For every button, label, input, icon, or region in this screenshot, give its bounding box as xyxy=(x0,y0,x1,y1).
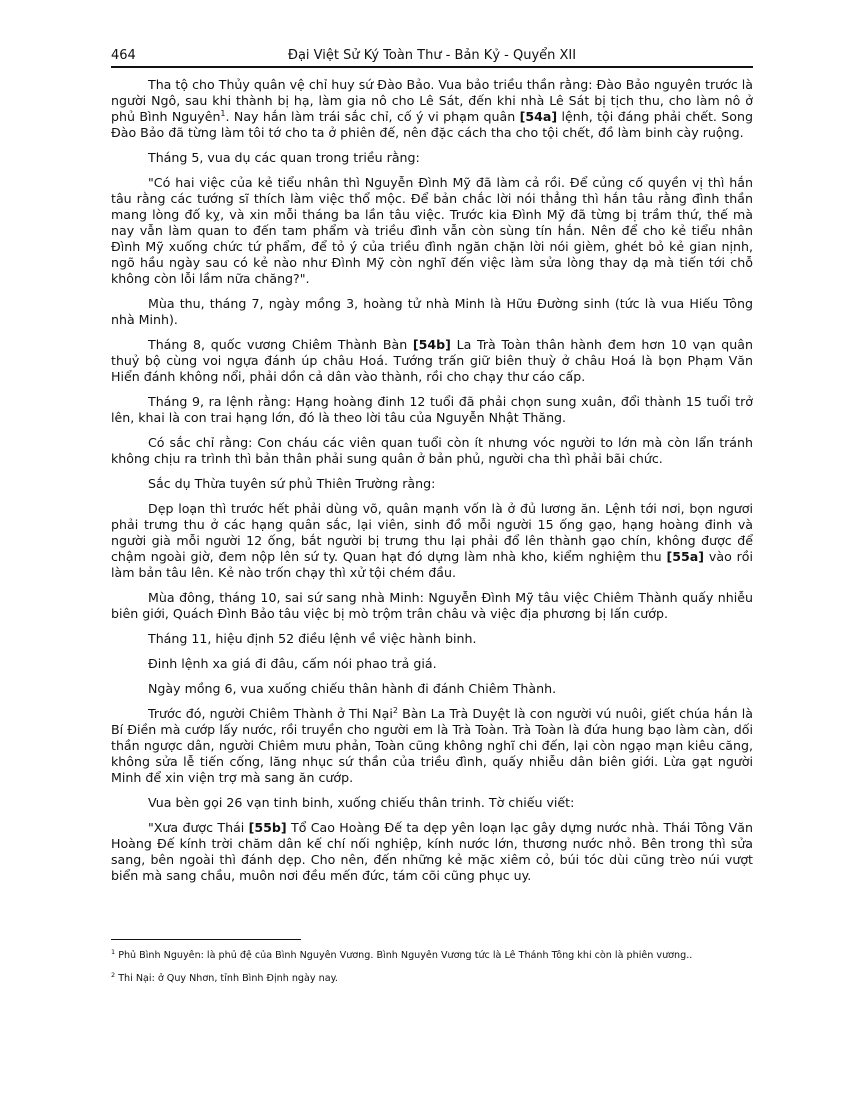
paragraph xyxy=(111,150,753,166)
paragraph xyxy=(111,681,753,697)
folio-marker: [55b] xyxy=(248,820,287,835)
paragraph-text: Dẹp loạn thì trước hết phải dùng võ, quân mạnh vốn là ở đủ lương ăn. Lệnh tới nơi, bọn ngươi phải trưng thu ở các hạng quân sắc, lại viên, sinh đồ mỗi người 15 ống gạo, hạng hoàng đinh và người già mỗi người 12 ống, bắt người bị trưng thu lại phải đổ lên thành gạo chín, không được để chậm ngoài giờ, đem nộp lên sứ ty. Quan hạt đó dựng làm nhà kho, kiểm nghiệm thu xyxy=(111,501,753,564)
footnote xyxy=(111,972,753,986)
folio-marker: [55a] xyxy=(666,549,705,564)
paragraph xyxy=(111,590,753,622)
footnote-number: 1 xyxy=(111,947,116,956)
paragraph xyxy=(111,175,753,287)
paragraph-text: vào rồi làm bản tâu lên. Kẻ nào trốn chạy thì xử tội chém đầu. xyxy=(111,549,753,580)
footnote-divider xyxy=(111,939,301,940)
running-title: Đại Việt Sử Ký Toàn Thư - Bản Kỷ - Quyển XII xyxy=(287,48,577,63)
paragraph xyxy=(111,394,753,426)
footnote-ref: 2 xyxy=(392,705,398,715)
paragraph-text: Trước đó, người Chiêm Thành ở Thi Nại xyxy=(148,706,393,721)
paragraph-text: Mùa đông, tháng 10, sai sứ sang nhà Minh: Nguyễn Đình Mỹ tâu việc Chiêm Thành quấy nhiễu biên giới, Quách Đình Bảo tâu việc bị mò trộm trân châu và việc địa phương bị lấn cướp. xyxy=(111,590,753,621)
folio-marker: [54b] xyxy=(412,337,451,352)
footnote-text: Thi Nại: ở Quy Nhơn, tỉnh Bình Định ngày nay. xyxy=(115,973,338,984)
paragraph xyxy=(111,296,753,328)
paragraph-text: Tháng 8, quốc vương Chiêm Thành Bàn xyxy=(148,337,413,352)
paragraph-text: Ngày mồng 6, vua xuống chiếu thân hành đi đánh Chiêm Thành. xyxy=(148,681,557,696)
folio-marker: [54a] xyxy=(519,109,558,124)
paragraph-text: La Trà Toàn thân hành đem hơn 10 vạn quân thuỷ bộ cùng voi ngựa đánh úp châu Hoá. Tướng trấn giữ biên thuỳ ở châu Hoá là bọn Phạm Văn Hiển đánh không nổi, phải dồn cả dân vào thành, rồi cho chạy thư cáo cấp. xyxy=(111,337,753,384)
page-header xyxy=(111,44,753,68)
paragraph-text: Đinh lệnh xa giá đi đâu, cấm nói phao trả giá. xyxy=(148,656,437,671)
paragraph-text: Vua bèn gọi 26 vạn tinh binh, xuống chiếu thân trinh. Tờ chiếu viết: xyxy=(148,795,575,810)
paragraph xyxy=(111,656,753,672)
paragraph-text: lệnh, tội đáng phải chết. Song Đào Bảo đã từng làm tôi tớ cho ta ở phiên đế, nên đặc cách tha cho tội chết, đồ làm binh cày ruộng. xyxy=(111,109,753,140)
paragraph-text: Tổ Cao Hoàng Đế ta dẹp yên loạn lạc gây dựng nước nhà. Thái Tông Văn Hoàng Đế kính trời chăm dân kế chí nối nghiệp, kính nước lớn, thương nước nhỏ. Bên trong thì sửa sang, bên ngoài thì đánh dẹp. Cho nên, đến những kẻ mặc xiêm cỏ, búi tóc dùi cũng trèo núi vượt biển mà sang chầu, muôn nơi đều mến đức, tám cõi cũng phục uy. xyxy=(111,820,753,883)
page-number: 464 xyxy=(111,48,136,63)
paragraph-text: . Nay hắn làm trái sắc chỉ, cố ý vi phạm quân xyxy=(225,109,520,124)
paragraph xyxy=(111,337,753,385)
paragraph xyxy=(111,795,753,811)
paragraph-text: Có sắc chỉ rằng: Con cháu các viên quan tuổi còn ít nhưng vóc người to lớn mà còn lẩn tránh không chịu ra trình thì bản thân phải sung quân ở bản phủ, người cha thì phải bãi chức. xyxy=(111,435,753,466)
paragraph-text: "Có hai việc của kẻ tiểu nhân thì Nguyễn Đình Mỹ đã làm cả rồi. Để củng cố quyền vị thì hắn tâu rằng các tướng sĩ thích làm việc thổ mộc. Để bản chắc lời nói thẳng thì hắn tâu rằng đình thần mang lòng đố kỵ, và xin mỗi tháng ba lần tâu việc. Trước kia Đình Mỹ đã từng bị trầm thứ, thế mà nay vẫn làm quan to đến tam phẩm và triều đình vẫn còn sùng tín hắn. Nên để cho kẻ tiểu nhân Đình Mỹ xuống chức tứ phẩm, để tỏ ý của triều đình ngăn chặn lời nói gièm, ghét bỏ kẻ gian nịnh, ngõ hầu ngày sau có kẻ nào như Đình Mỹ còn nghĩ đến việc làm sửa lòng thay dạ mà tiến tới chỗ không còn lỗi lầm nữa chăng?". xyxy=(111,175,753,286)
document-page xyxy=(111,44,753,893)
paragraph xyxy=(111,706,753,786)
paragraph xyxy=(111,820,753,884)
footnote-number: 2 xyxy=(111,970,116,979)
body-text xyxy=(111,77,753,884)
paragraph-text: Sắc dụ Thừa tuyên sứ phủ Thiên Trường rằng: xyxy=(148,476,436,491)
paragraph-text: Bàn La Trà Duyệt là con người vú nuôi, giết chúa hắn là Bí Điền mà cướp lấy nước, rồi truyền cho người em là Trà Toàn. Trà Toàn là đứa hung bạo làm càn, dối thần ngược dân, người Chiêm mưu phản, Toàn cũng không nghĩ chi đến, lại còn ngạo mạn kiêu căng, không sửa lễ tiến cống, lăng nhục sứ thần của triều đình, quấy nhiễu dân biên giới. Lừa gạt người Minh để xin viện trợ mà sang ăn cướp. xyxy=(111,706,753,785)
footnote xyxy=(111,949,753,963)
paragraph-text: Tha tộ cho Thủy quân vệ chỉ huy sứ Đào Bảo. Vua bảo triều thần rằng: Đào Bảo nguyên trước là người Ngô, sau khi thành bị hạ, làm gia nô cho Lê Sát, đến khi nhà Lê Sát bị tịch thu, cho làm nô ở phủ Bình Nguyên xyxy=(111,77,753,124)
footnote-ref: 1 xyxy=(220,108,226,118)
paragraph xyxy=(111,476,753,492)
paragraph-text: Tháng 5, vua dụ các quan trong triều rằng: xyxy=(148,150,420,165)
paragraph xyxy=(111,77,753,141)
paragraph xyxy=(111,435,753,467)
paragraph-text: "Xưa được Thái xyxy=(148,820,249,835)
paragraph-text: Tháng 11, hiệu định 52 điều lệnh về việc hành binh. xyxy=(148,631,477,646)
footnotes xyxy=(111,949,753,995)
paragraph-text: Mùa thu, tháng 7, ngày mồng 3, hoàng tử nhà Minh là Hữu Đường sinh (tức là vua Hiếu Tông nhà Minh). xyxy=(111,296,753,327)
paragraph xyxy=(111,501,753,581)
paragraph xyxy=(111,631,753,647)
footnote-text: Phủ Bình Nguyên: là phủ đệ của Bình Nguyên Vương. Bình Nguyên Vương tức là Lê Thánh Tông khi còn là phiên vương.. xyxy=(115,950,693,961)
paragraph-text: Tháng 9, ra lệnh rằng: Hạng hoàng đinh 12 tuổi đã phải chọn sung xuân, đổi thành 15 tuổi trở lên, khai là con trai hạng lớn, đó là theo lời tâu của Nguyễn Nhật Thăng. xyxy=(111,394,753,425)
